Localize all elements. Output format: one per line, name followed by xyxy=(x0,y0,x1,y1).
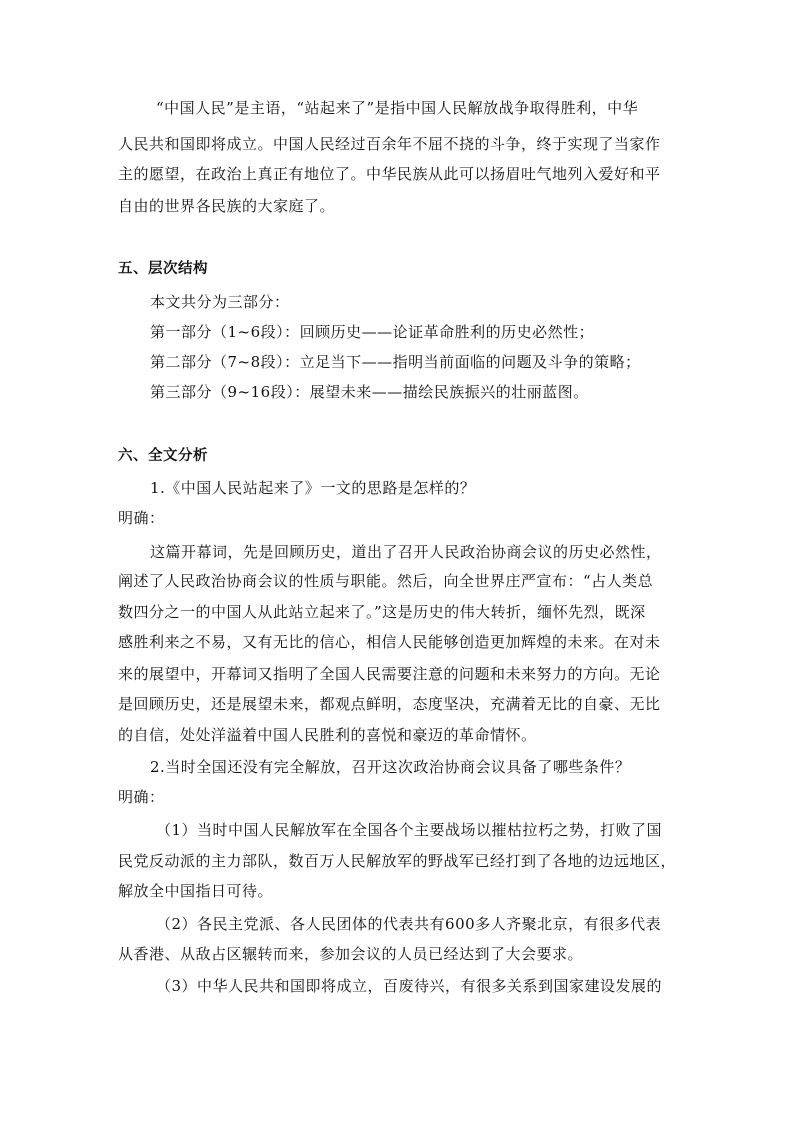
answer2-item2-line-1: （2）各民主党派、各人民团体的代表共有600多人齐聚北京，有很多代表 xyxy=(156,915,662,933)
answer2-item1-line-1: （1）当时中国人民解放军在全国各个主要战场以摧枯拉朽之势，打败了国 xyxy=(156,821,663,839)
answer1-line-6: 是回顾历史，还是展望未来，都观点鲜明，态度坚决，充满着无比的自豪、无比 xyxy=(118,695,661,713)
section5-part-2: 第二部分（7~8段）：立足当下——指明当前面临的问题及斗争的策略； xyxy=(150,353,641,371)
question-1: 1.《中国人民站起来了》一文的思路是怎样的？ xyxy=(150,479,476,497)
answer1-line-7: 的自信，处处洋溢着中国人民胜利的喜悦和豪迈的革命情怀。 xyxy=(118,726,537,744)
answer2-item1-line-2: 民党反动派的主力部队，数百万人民解放军的野战军已经打到了各地的边远地区， xyxy=(118,852,677,870)
section5-intro: 本文共分为三部分： xyxy=(150,293,290,311)
intro-line-3: 主的愿望，在政治上真正有地位了。中华民族从此可以扬眉吐气地列入爱好和平 xyxy=(118,165,661,183)
section5-part-1: 第一部分（1~6段）：回顾历史——论证革命胜利的历史必然性； xyxy=(150,323,595,341)
section5-part-3: 第三部分（9~16段）：展望未来——描绘民族振兴的壮丽蓝图。 xyxy=(150,383,589,401)
answer2-item3-line-1: （3）中华人民共和国即将成立，百废待兴，有很多关系到国家建设发展的 xyxy=(156,977,663,995)
answer-label-1: 明确： xyxy=(118,509,165,527)
answer1-line-4: 感胜利来之不易，又有无比的信心，相信人民能够创造更加辉煌的未来。在对未 xyxy=(118,633,661,651)
section6-heading: 六、全文分析 xyxy=(118,448,208,464)
answer1-line-1: 这篇开幕词，先是回顾历史，道出了召开人民政治协商会议的历史必然性， xyxy=(150,543,662,561)
answer2-item1-line-3: 解放全中国指日可待。 xyxy=(118,882,274,900)
answer-label-2: 明确： xyxy=(118,788,165,806)
intro-line-2: 人民共和国即将成立。中国人民经过百余年不屈不挠的斗争，终于实现了当家作 xyxy=(118,135,661,153)
intro-line-1: “中国人民”是主语，“站起来了”是指中国人民解放战争取得胜利，中华 xyxy=(156,99,639,117)
answer1-line-3: 数四分之一的中国人从此站立起来了。”这是历史的伟大转折，缅怀先烈，既深 xyxy=(118,603,646,621)
answer1-line-2: 阐述了人民政治协商会议的性质与职能。然后，向全世界庄严宣布：“占人类总 xyxy=(118,572,654,590)
intro-line-4: 自由的世界各民族的大家庭了。 xyxy=(118,197,336,215)
question-2: 2.当时全国还没有完全解放，召开这次政治协商会议具备了哪些条件？ xyxy=(150,758,631,776)
answer1-line-5: 来的展望中，开幕词又指明了全国人民需要注意的问题和未来努力的方向。无论 xyxy=(118,665,661,683)
answer2-item2-line-2: 从香港、从敌占区辗转而来，参加会议的人员已经达到了大会要求。 xyxy=(118,945,584,963)
section5-heading: 五、层次结构 xyxy=(118,261,208,277)
